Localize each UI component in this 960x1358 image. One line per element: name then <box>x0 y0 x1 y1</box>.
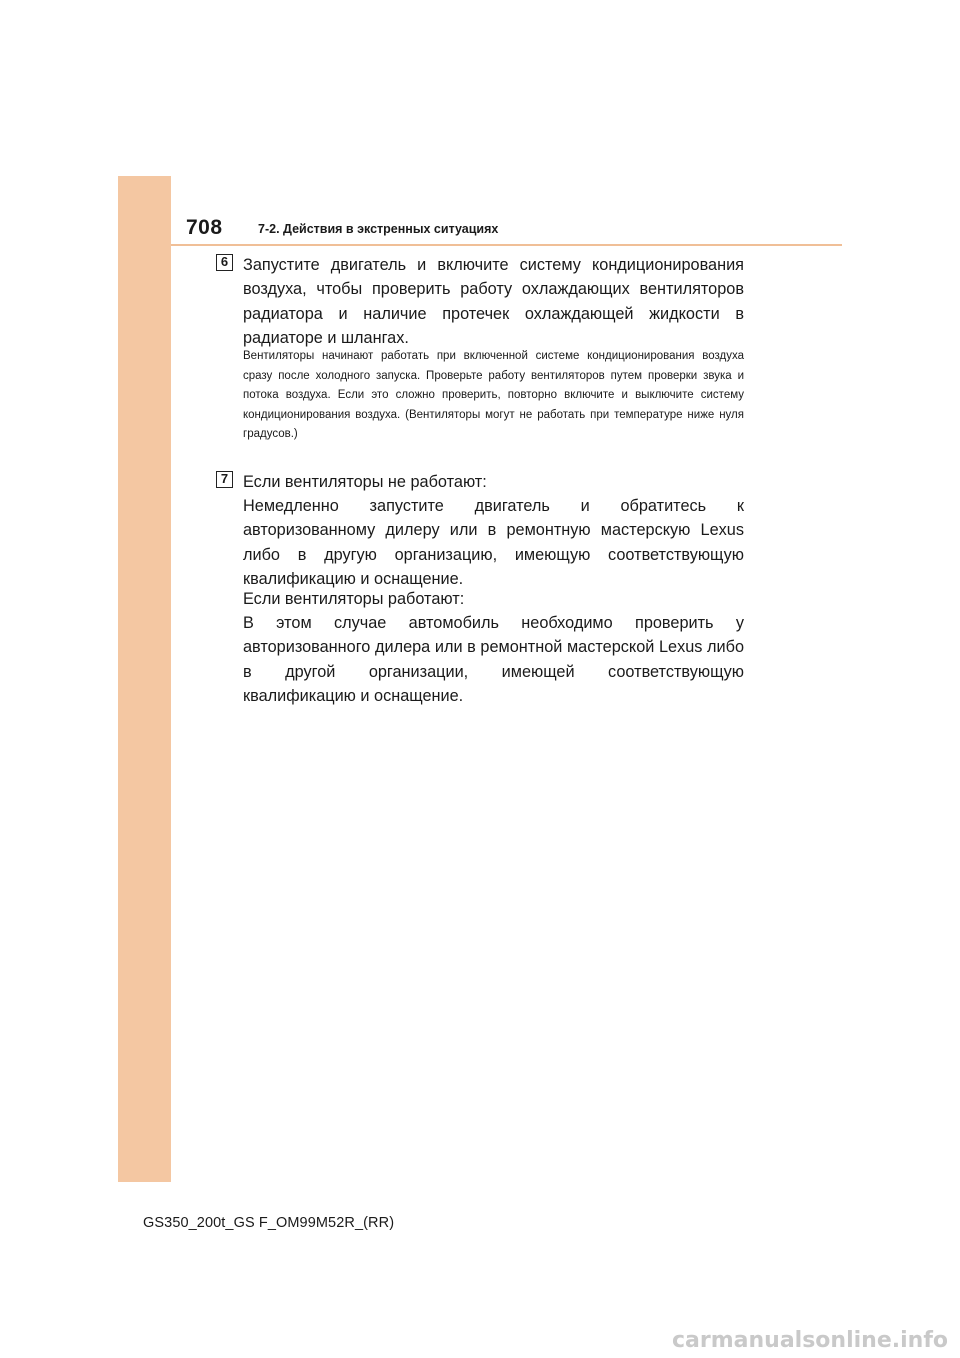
step-number-badge: 6 <box>216 254 233 271</box>
step-6-note: Вентиляторы начинают работать при включенной системе кондиционирования воздуха сразу после холодного запуска. Проверьте работу вентиляторов путем проверки звука и потока воздуха. Если это сложно проверить, повторно включите и выключите систему кондиционирования воздуха. (Вентиляторы могут не работать при температуре ниже нуля градусов.) <box>243 350 744 440</box>
step-7-case2-text: В этом случае автомобиль необходимо проверить у авторизованного дилера или в ремонтной мастерской Lexus либо в другой организации, имеющей соответствующую квалификацию и оснащение. <box>243 614 744 705</box>
step-6-text: Запустите двигатель и включите систему кондиционирования воздуха, чтобы проверить работу охлаждающих вентиляторов радиатора и наличие протечек охлаждающей жидкости в радиаторе и шлангах. <box>243 256 744 347</box>
section-title: 7-2. Действия в экстренных ситуациях <box>258 222 499 236</box>
chapter-tab-bar <box>118 176 171 1182</box>
step-7-case1-title: Если вентиляторы не работают: <box>243 473 487 491</box>
document-code: GS350_200t_GS F_OM99M52R_(RR) <box>143 1215 395 1231</box>
page-number: 708 <box>186 216 223 239</box>
header-divider <box>171 244 842 246</box>
step-7-case1-text: Немедленно запустите двигатель и обратитесь к авторизованному дилеру или в ремонтную мастерскую Lexus либо в другую организацию, имеющую соответствующую квалификацию и оснащение. <box>243 497 744 588</box>
watermark: carmanualsonline.info <box>672 1328 948 1353</box>
step-number-badge: 7 <box>216 471 233 488</box>
step-7-case2-title: Если вентиляторы работают: <box>243 590 465 608</box>
